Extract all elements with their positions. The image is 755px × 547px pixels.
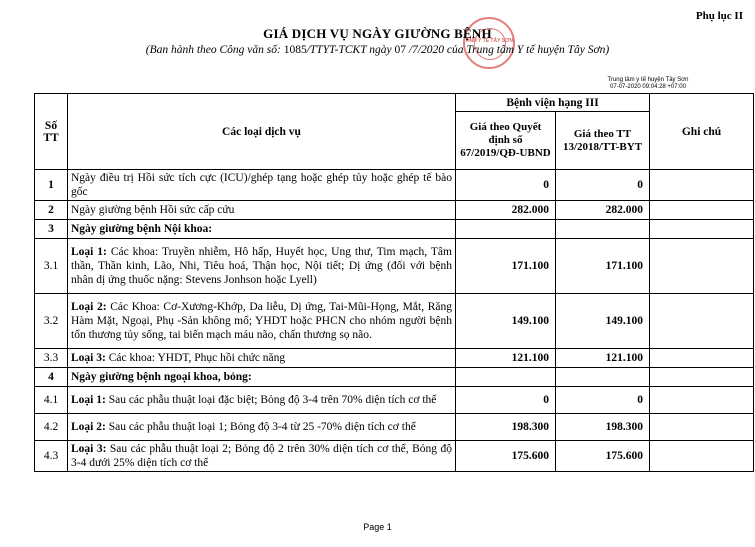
row-price-tt: 0 [556,387,650,414]
digital-signature [548,77,748,91]
row-price-qd [456,368,556,387]
subtitle-suffix: /7/2020 của Trung tâm Y tế huyện Tây Sơn) [408,44,610,56]
page-number: Page 1 [363,522,392,532]
row-note [650,239,754,294]
row-note [650,220,754,239]
row-stt: 4.3 [35,441,68,472]
table-row [35,294,754,349]
header-price-tt: Giá theo TT 13/2018/TT-BYT [556,112,650,170]
header-stt: Số TT [35,94,68,170]
table-row [35,220,754,239]
table-row [35,170,754,201]
header-price-qd: Giá theo Quyết định số 67/2019/QĐ-UBND [456,112,556,170]
price-table-body [35,170,754,472]
row-text: Ngày giường bệnh Hồi sức cấp cứu [71,204,235,216]
row-price-qd: 282.000 [456,201,556,220]
row-price-tt: 149.100 [556,294,650,349]
row-price-qd: 0 [456,170,556,201]
header-service: Các loại dịch vụ [68,94,456,170]
row-price-tt: 175.600 [556,441,650,472]
row-label: Loại 2: [71,301,107,313]
table-row [35,239,754,294]
row-price-tt [556,368,650,387]
row-note [650,368,754,387]
document-subtitle [0,44,755,56]
row-price-tt: 198.300 [556,414,650,441]
header-hospital-group: Bệnh viện hạng III [456,94,650,112]
row-text: Ngày điều trị Hồi sức tích cực (ICU)/ghép tạng hoặc ghép tủy hoặc ghép tế bào gốc [71,172,452,198]
table-row [35,201,754,220]
row-price-qd: 149.100 [456,294,556,349]
row-label: Ngày giường bệnh Nội khoa: [71,223,213,235]
row-description [68,201,456,220]
row-text: Các Khoa: Cơ-Xương-Khớp, Da liễu, Dị ứng, Tai-Mũi-Họng, Mắt, Răng Hàm Mặt, Ngoại, Phụ -Sản không mổ; YHDT hoặc PHCN cho nhóm người bệnh tổn thương tủy sống, tai biến mạch máu não, chấn thương sọ não. [71,301,452,341]
row-text: Các khoa: YHDT, Phục hồi chức năng [105,352,286,364]
row-stt: 4 [35,368,68,387]
row-price-qd: 175.600 [456,441,556,472]
subtitle-mid: /TTYT-TCKT ngày [306,44,392,56]
row-stt: 4.1 [35,387,68,414]
row-price-tt [556,220,650,239]
signature-org: Trung tâm y tế huyện Tây Sơn [607,77,689,83]
document-title: GIÁ DỊCH VỤ NGÀY GIƯỜNG BỆNH [263,26,492,41]
row-price-tt: 282.000 [556,201,650,220]
row-note [650,294,754,349]
row-stt: 3.3 [35,349,68,368]
row-description [68,441,456,472]
row-description [68,294,456,349]
subtitle-doc-number: 1085 [283,44,307,56]
signature-timestamp: 07-07-2020 09:04:28 +07:00 [610,84,686,90]
row-text: Sau các phẫu thuật loại 2; Bỏng độ 2 trên 30% diện tích cơ thể, Bỏng độ 3-4 dưới 25% diện tích cơ thể [71,443,452,469]
row-price-qd: 198.300 [456,414,556,441]
row-stt: 4.2 [35,414,68,441]
row-stt: 3.2 [35,294,68,349]
row-note [650,170,754,201]
row-price-tt: 0 [556,170,650,201]
row-price-qd: 121.100 [456,349,556,368]
header-note: Ghi chú [650,94,754,170]
table-row [35,414,754,441]
row-price-qd: 171.100 [456,239,556,294]
table-row [35,349,754,368]
row-price-tt: 171.100 [556,239,650,294]
row-note [650,387,754,414]
row-note [650,414,754,441]
row-text: Sau các phẫu thuật loại đặc biệt; Bỏng độ 3-4 trên 70% diện tích cơ thể [105,394,437,406]
row-note [650,201,754,220]
official-seal-icon [463,17,515,69]
price-table [34,93,754,472]
row-label: Loại 3: [71,443,107,455]
row-label: Loại 3: [71,352,106,364]
row-description [68,414,456,441]
row-label: Loại 1: [71,246,107,258]
table-row [35,441,754,472]
row-description [68,239,456,294]
row-note [650,441,754,472]
table-row [35,387,754,414]
table-row [35,368,754,387]
row-stt: 2 [35,201,68,220]
subtitle-prefix: (Ban hành theo Công văn số: [145,44,281,56]
row-description [68,349,456,368]
row-text: Các khoa: Truyền nhiễm, Hô hấp, Huyết học, Ung thư, Tim mạch, Tâm thần, Thần kinh, Lão, Nhi, Tiêu hoá, Thận học, Nội tiết; Dị ứng (đối với bệnh nhân dị ứng thuốc nặng: Stevens Jonhson hoặc Lyell) [71,246,452,286]
subtitle-day: 07 [394,44,407,56]
appendix-label: Phụ lục II [695,10,743,22]
row-description [68,170,456,201]
row-description [68,220,456,239]
row-note [650,349,754,368]
row-stt: 3.1 [35,239,68,294]
row-price-qd: 0 [456,387,556,414]
row-price-tt: 121.100 [556,349,650,368]
row-text: Sau các phẫu thuật loại 1; Bỏng độ 3-4 từ 25 -70% diện tích cơ thể [105,421,416,433]
row-price-qd [456,220,556,239]
row-label: Loại 1: [71,394,106,406]
row-label: Ngày giường bệnh ngoại khoa, bỏng: [71,371,252,383]
row-description [68,387,456,414]
row-label: Loại 2: [71,421,106,433]
row-stt: 3 [35,220,68,239]
row-description [68,368,456,387]
row-stt: 1 [35,170,68,201]
seal-text: TÍNH Y TẾ TÂY SƠN [465,38,513,44]
